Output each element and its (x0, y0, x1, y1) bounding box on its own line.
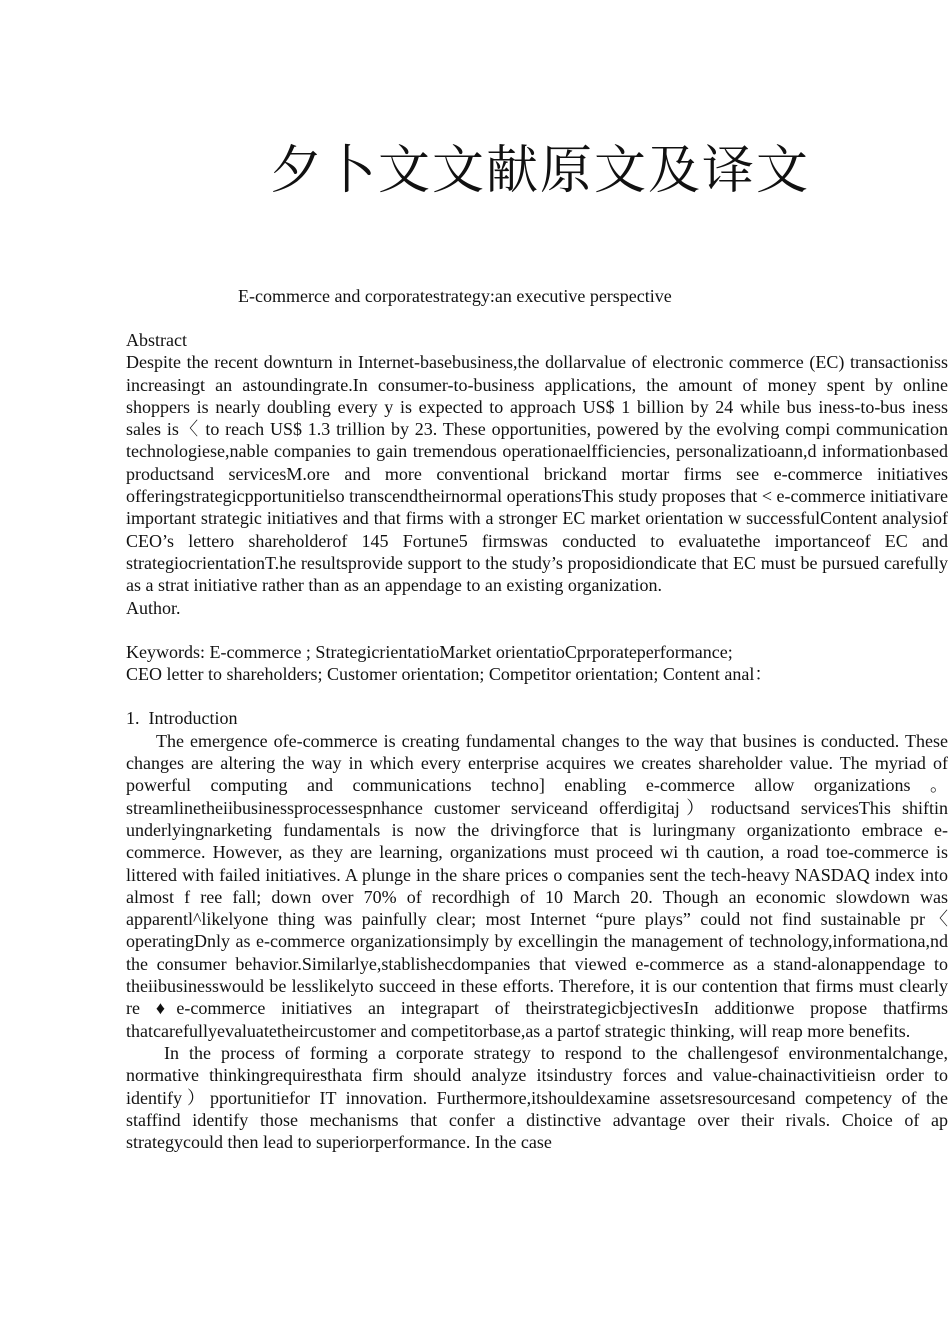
abstract-body: Despite the recent downturn in Internet-basebusiness,the dollarvalue of electronic commerce (EC) transactioniss increasingt an astoundingrate.In consumer-to-business applications, the amount of money spent by online shoppers is nearly doubling every y is expected to approach US$ 1 billion by 24 while bus iness-to-bus iness sales is〈 to reach US$ 1.3 trillion by 23. These opportunities, powered by the evolving compi communication technologiese,nable companies to gain tremendous operationaelfficiencies, personalizatioann,d informationbased productsand servicesM.ore and more conventional brickand mortar firms see e-commerce initiatives offeringstrategicpportunitielso transcendtheirnormal operationsThis study proposes that < e-commerce initiativare important strategic initiatives and that firms with a stronger EC market orientation w successfulContent analysiof CEO’s lettero shareholderof 145 Fortune5 firmswas conducted to evaluatethe importanceof EC and strategiocrientationT.he resultsprovide support to the study’s proposidiondicate that EC must be pursued carefully as a strat initiative rather than as an appendage to an existing organization. (126, 352, 948, 596)
introduction-paragraph-1: The emergence ofe-commerce is creating fundamental changes to the way that busines is conducted. These changes are altering the way in which every enterprise acquires we creates shareholder value. The myriad of powerful computing and communications techno] enabling e-commerce allow organizations 。 streamlinetheiibusinessprocessespnhance customer serviceand offerdigitaj）roductsand servicesThis shiftin underlyingnarketing fundamentals is now the drivingforce that is luringmany organizationto embrace e-commerce. However, as they are learning, organizations must proceed wi th caution, a road toe-commerce is littered with failed initiatives. A plunge in the share prices o companies sent the tech-heavy NASDAQ index into almost f ree fall; down over 70% of recordhigh of 10 March 20. Though an economic slowdown was apparentl^likelyone thing was painfully clear; most Internet “pure plays” could not find sustainable pr〈 operatingDnly as e-commerce organizationsimply by excellingin the management of technology,informationa,nd the consumer behavior.Similarlye,stablishecdompanies that viewed e-commerce as a stand-alonappendage to theiibusinesswould be lesslikelyto succeed in these efforts. Therefore, it is our contention that firms must clearly re ♦e-commerce initiatives an integrapart of theirstrategicbjectivesIn additionwe propose thatfirms thatcarefullyevaluatetheircustomer and competitorbase,as a partof strategic thinking, will reap more benefits. (126, 730, 948, 1041)
abstract-heading: Abstract (126, 330, 187, 350)
keywords-line-2: CEO letter to shareholders; Customer orientation; Competitor orientation; Content anal： (126, 664, 773, 685)
section-heading-introduction: 1. Introduction (126, 708, 238, 729)
spacer (126, 685, 948, 707)
paper-title: E-commerce and corporatestrategy:an executive perspective (238, 286, 672, 306)
document-title-chinese: 夕卜文文献原文及译文 (269, 141, 810, 201)
spacer (126, 619, 948, 641)
document-body (126, 329, 948, 1153)
keywords-line-1: Keywords: E-commerce ; StrategicrientatioMarket orientatioCprporateperformance; (126, 641, 733, 662)
author-label: Author. (126, 597, 181, 618)
introduction-paragraph-2: In the process of forming a corporate strategy to respond to the challengesof environmentalchange, normative thinkingrequiresthata firm should analyze itsindustry forces and value-chainactivitieisn order to identify）pportunitiefor IT innovation. Furthermore,itshouldexamine assetsresourcesand competency of the staffind identify those mechanisms that confer a distinctive advantage over their rivals. Choice of ap strategycould then lead to superiorperformance. In the case (126, 1042, 948, 1153)
